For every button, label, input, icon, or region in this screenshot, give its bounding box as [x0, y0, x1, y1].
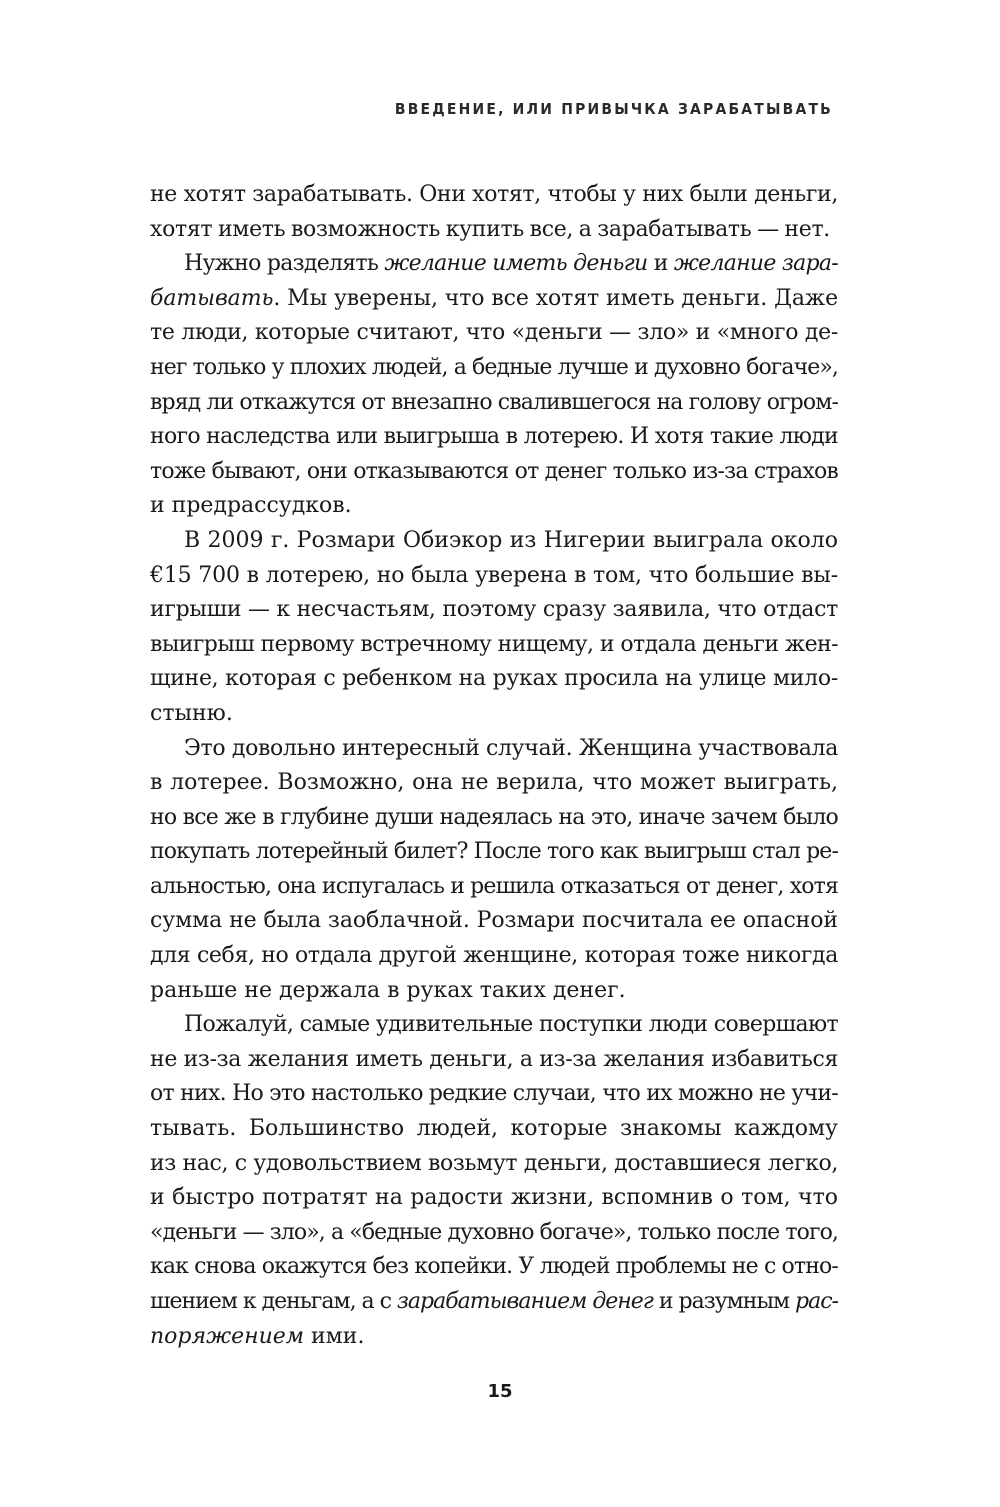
italic-text: батывать: [150, 285, 274, 311]
text-run: Нужно разделять: [184, 251, 385, 277]
text-run: в лотерее. Возможно, она не верила, что может выиграть,: [150, 770, 838, 796]
page-number: 15: [487, 1381, 513, 1402]
text-line: [150, 489, 838, 524]
text-run: тывать. Большинство людей, которые знакомы каждому: [150, 1116, 838, 1142]
italic-text: зарабатыванием денег: [396, 1289, 653, 1314]
text-run: те люди, которые считают, что «деньги — зло» и «много де-: [150, 320, 838, 346]
text-run: от них. Но это настолько редкие случаи, что их можно не учи-: [150, 1081, 838, 1107]
text-line: [150, 1285, 838, 1320]
italic-text: рас-: [795, 1289, 838, 1314]
text-line: [150, 1250, 838, 1285]
text-run: как снова окажутся без копейки. У людей проблемы не с отно-: [150, 1254, 838, 1280]
text-line: [150, 455, 838, 490]
text-run: не хотят зарабатывать. Они хотят, чтобы у них были деньги,: [150, 182, 838, 207]
text-line: [150, 247, 838, 282]
text-line: [150, 766, 838, 801]
text-line: [150, 593, 838, 628]
text-line: [150, 351, 838, 386]
text-line: [150, 420, 838, 455]
text-line: [150, 697, 838, 732]
text-line: [150, 213, 838, 248]
text-line: [150, 1147, 838, 1182]
text-line: [150, 628, 838, 663]
text-line: [150, 801, 838, 836]
text-line: [150, 870, 838, 905]
text-line: [150, 1112, 838, 1147]
text-run: тоже бывают, они отказываются от денег только из-за страхов: [150, 458, 838, 484]
text-run: для себя, но отдала другой женщине, которая тоже никогда: [150, 943, 838, 969]
text-line: [150, 282, 838, 317]
body-text: [150, 178, 838, 1354]
text-run: и разумным: [652, 1289, 796, 1314]
text-line: [150, 732, 838, 767]
text-line: [150, 1077, 838, 1112]
text-run: и предрассудков.: [150, 493, 352, 519]
text-run: нег только у плохих людей, а бедные лучше и духовно богаче»,: [150, 354, 838, 380]
text-run: раньше не держала в руках таких денег.: [150, 977, 626, 1003]
text-run: но все же в глубине души надеялась на это, иначе зачем было: [150, 804, 838, 830]
text-line: [150, 904, 838, 939]
text-run: не из-за желания иметь деньги, а из-за желания избавиться: [150, 1046, 838, 1072]
text-line: [150, 524, 838, 559]
text-line: [150, 1216, 838, 1251]
italic-text: желание зара-: [673, 251, 838, 277]
text-line: [150, 974, 838, 1009]
text-run: «деньги — зло», а «бедные духовно богаче», только после того,: [150, 1219, 838, 1245]
text-line: [150, 559, 838, 594]
running-head: ВВЕДЕНИЕ, ИЛИ ПРИВЫЧКА ЗАРАБАТЫВАТЬ: [394, 100, 833, 118]
text-run: В 2009 г. Розмари Обиэкор из Нигерии выиграла около: [184, 527, 838, 553]
text-line: [150, 1043, 838, 1078]
text-run: из нас, с удовольствием возьмут деньги, доставшиеся легко,: [150, 1150, 838, 1176]
text-run: ими.: [304, 1323, 365, 1349]
text-line: [150, 939, 838, 974]
text-run: хотят иметь возможность купить все, а зарабатывать — нет.: [150, 216, 830, 242]
text-run: и быстро потратят на радости жизни, вспомнив о том, что: [150, 1185, 838, 1211]
text-line: [150, 1181, 838, 1216]
text-line: [150, 1320, 838, 1355]
text-line: [150, 662, 838, 697]
text-run: Пожалуй, самые удивительные поступки люди совершают: [184, 1012, 838, 1038]
text-run: игрыши — к несчастьям, поэтому сразу заявила, что отдаст: [150, 597, 838, 623]
text-run: вряд ли откажутся от внезапно свалившегося на голову огром-: [150, 389, 838, 415]
text-line: [150, 1008, 838, 1043]
text-run: и: [647, 251, 674, 277]
italic-text: желание иметь деньги: [384, 251, 648, 277]
text-line: [150, 316, 838, 351]
text-run: шением к деньгам, а с: [150, 1289, 397, 1314]
text-line: [150, 178, 838, 213]
text-run: щине, которая с ребенком на руках просила на улице мило-: [150, 666, 838, 692]
text-run: . Мы уверены, что все хотят иметь деньги. Даже: [273, 285, 838, 311]
text-run: альностью, она испугалась и решила отказаться от денег, хотя: [150, 873, 838, 899]
text-run: выигрыш первому встречному нищему, и отдала деньги жен-: [150, 631, 838, 657]
text-run: Это довольно интересный случай. Женщина участвовала: [184, 735, 838, 761]
italic-text: поряжением: [150, 1323, 305, 1349]
text-run: покупать лотерейный билет? После того как выигрыш стал ре-: [150, 839, 838, 865]
text-run: сумма не была заоблачной. Розмари посчитала ее опасной: [150, 908, 838, 934]
text-line: [150, 835, 838, 870]
text-run: стыню.: [150, 700, 233, 726]
text-run: €15 700 в лотерею, но была уверена в том, что большие вы-: [150, 562, 838, 588]
text-run: ного наследства или выигрыша в лотерею. И хотя такие люди: [150, 424, 838, 450]
text-line: [150, 386, 838, 421]
